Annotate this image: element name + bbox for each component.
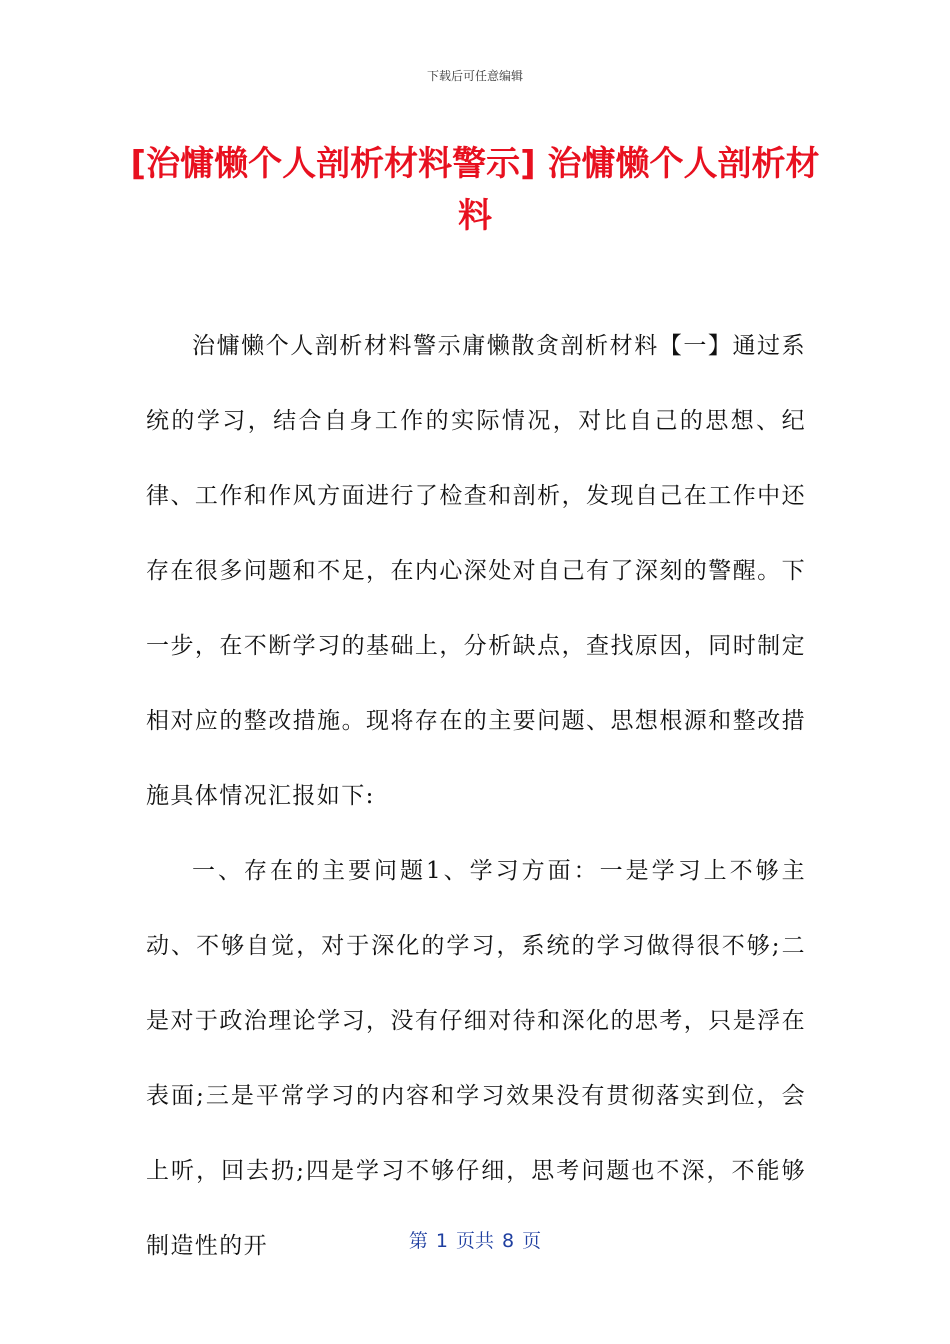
header-note: 下载后可任意编辑 — [426, 69, 523, 83]
page-label-mid: 页共 — [455, 1230, 494, 1252]
document-title: [治慵懒个人剖析材料警示] 治慵懒个人剖析材料 — [130, 144, 820, 236]
body-paragraph: 一、存在的主要问题1、学习方面：一是学习上不够主动、不够自觉，对于深化的学习，系统的学习做得很不够;二是对于政治理论学习，没有仔细对待和深化的思考，只是浮在表面;三是平常学习的内容和学习效果没有贯彻落实到位，会上听，回去扔;四是学习不够仔细，思考问题也不深，不能够制造性的开 — [146, 858, 806, 1259]
page-footer — [0, 1226, 950, 1253]
page-number: 1 — [435, 1230, 448, 1252]
total-pages: 8 — [502, 1230, 515, 1252]
page-label-prefix: 第 — [408, 1230, 428, 1252]
document-body — [146, 309, 806, 1284]
body-paragraph: 治慵懒个人剖析材料警示庸懒散贪剖析材料【一】通过系统的学习，结合自身工作的实际情况，对比自己的思想、纪律、工作和作风方面进行了检查和剖析，发现自己在工作中还存在很多问题和不足，在内心深处对自己有了深刻的警醒。下一步，在不断学习的基础上，分析缺点，查找原因，同时制定相对应的整改措施。现将存在的主要问题、思想根源和整改措施具体情况汇报如下: — [146, 333, 806, 809]
page-label-suffix: 页 — [522, 1230, 542, 1252]
